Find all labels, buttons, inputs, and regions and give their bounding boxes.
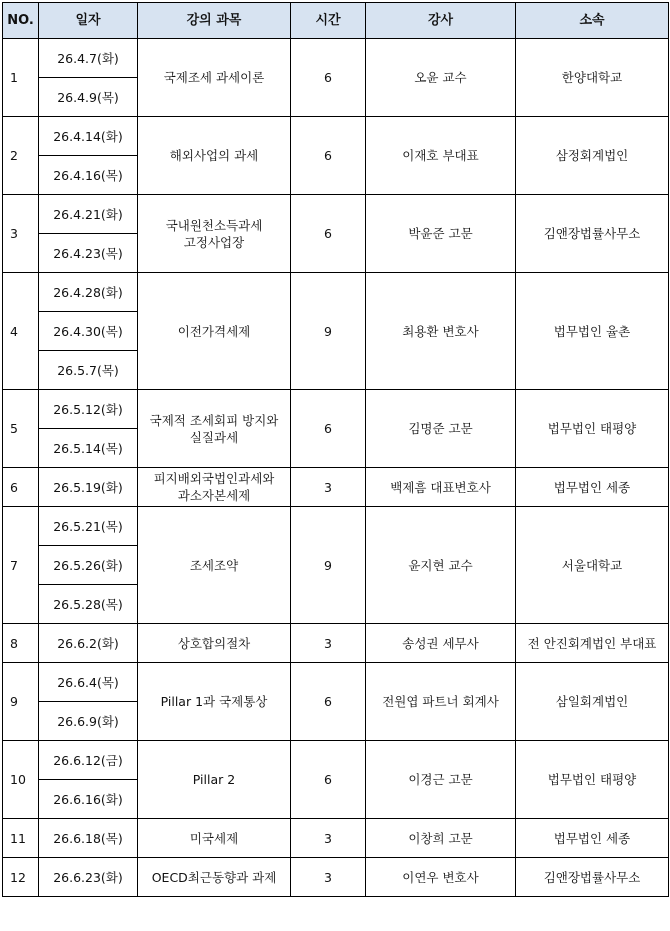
- cell-no: 5: [3, 390, 39, 468]
- cell-course: 국제조세 과세이론: [138, 39, 291, 117]
- table-row: [3, 390, 669, 429]
- cell-no: 2: [3, 117, 39, 195]
- cell-date: 26.4.16(목): [39, 156, 138, 195]
- cell-course: 이전가격세제: [138, 273, 291, 390]
- cell-date: 26.4.9(목): [39, 78, 138, 117]
- cell-affiliation: 법무법인 태평양: [516, 390, 669, 468]
- table-header: [3, 3, 669, 39]
- table-row: [3, 507, 669, 546]
- cell-lecturer: 이재호 부대표: [366, 117, 516, 195]
- cell-affiliation: 삼정회계법인: [516, 117, 669, 195]
- header-row: [3, 3, 669, 39]
- cell-date: 26.6.9(화): [39, 702, 138, 741]
- cell-course: 국내원천소득과세 고정사업장: [138, 195, 291, 273]
- cell-course: 미국세제: [138, 819, 291, 858]
- cell-date: 26.6.18(목): [39, 819, 138, 858]
- header-lecturer: 강사: [366, 3, 516, 39]
- cell-affiliation: 서울대학교: [516, 507, 669, 624]
- cell-no: 3: [3, 195, 39, 273]
- cell-date: 26.6.2(화): [39, 624, 138, 663]
- table-body: [3, 39, 669, 897]
- lecture-schedule-table: [2, 2, 669, 897]
- header-date: 일자: [39, 3, 138, 39]
- cell-lecturer: 김명준 고문: [366, 390, 516, 468]
- cell-date: 26.6.12(금): [39, 741, 138, 780]
- cell-date: 26.4.7(화): [39, 39, 138, 78]
- table-row: [3, 741, 669, 780]
- cell-date: 26.4.23(목): [39, 234, 138, 273]
- table-row: [3, 195, 669, 234]
- cell-lecturer: 전원엽 파트너 회계사: [366, 663, 516, 741]
- table-row: [3, 468, 669, 507]
- cell-lecturer: 백제흠 대표변호사: [366, 468, 516, 507]
- cell-date: 26.4.14(화): [39, 117, 138, 156]
- header-affiliation: 소속: [516, 3, 669, 39]
- cell-affiliation: 삼일회계법인: [516, 663, 669, 741]
- cell-date: 26.6.4(목): [39, 663, 138, 702]
- cell-no: 10: [3, 741, 39, 819]
- cell-course: 국제적 조세회피 방지와 실질과세: [138, 390, 291, 468]
- cell-no: 11: [3, 819, 39, 858]
- cell-hours: 3: [291, 468, 366, 507]
- table-row: [3, 858, 669, 897]
- cell-hours: 9: [291, 273, 366, 390]
- cell-course: 피지배외국법인과세와 과소자본세제: [138, 468, 291, 507]
- cell-no: 6: [3, 468, 39, 507]
- cell-affiliation: 법무법인 세종: [516, 819, 669, 858]
- table-row: [3, 273, 669, 312]
- cell-course: OECD최근동향과 과제: [138, 858, 291, 897]
- cell-no: 9: [3, 663, 39, 741]
- cell-lecturer: 윤지현 교수: [366, 507, 516, 624]
- cell-course: Pillar 1과 국제통상: [138, 663, 291, 741]
- cell-lecturer: 이경근 고문: [366, 741, 516, 819]
- cell-lecturer: 박윤준 고문: [366, 195, 516, 273]
- cell-course: 해외사업의 과세: [138, 117, 291, 195]
- cell-lecturer: 이창희 고문: [366, 819, 516, 858]
- header-hours: 시간: [291, 3, 366, 39]
- cell-hours: 6: [291, 390, 366, 468]
- cell-hours: 9: [291, 507, 366, 624]
- cell-hours: 3: [291, 858, 366, 897]
- cell-course: 상호합의절차: [138, 624, 291, 663]
- cell-no: 12: [3, 858, 39, 897]
- cell-date: 26.5.7(목): [39, 351, 138, 390]
- cell-date: 26.5.14(목): [39, 429, 138, 468]
- cell-no: 4: [3, 273, 39, 390]
- cell-affiliation: 김앤장법률사무소: [516, 195, 669, 273]
- cell-no: 7: [3, 507, 39, 624]
- cell-date: 26.5.12(화): [39, 390, 138, 429]
- table-row: [3, 819, 669, 858]
- cell-hours: 3: [291, 819, 366, 858]
- cell-hours: 6: [291, 39, 366, 117]
- cell-affiliation: 법무법인 율촌: [516, 273, 669, 390]
- cell-date: 26.4.28(화): [39, 273, 138, 312]
- table-row: [3, 39, 669, 78]
- cell-affiliation: 김앤장법률사무소: [516, 858, 669, 897]
- cell-date: 26.5.26(화): [39, 546, 138, 585]
- cell-hours: 6: [291, 195, 366, 273]
- cell-date: 26.6.16(화): [39, 780, 138, 819]
- cell-date: 26.5.28(목): [39, 585, 138, 624]
- cell-course: 조세조약: [138, 507, 291, 624]
- cell-affiliation: 법무법인 세종: [516, 468, 669, 507]
- cell-hours: 6: [291, 741, 366, 819]
- cell-affiliation: 법무법인 태평양: [516, 741, 669, 819]
- cell-lecturer: 송성권 세무사: [366, 624, 516, 663]
- cell-hours: 6: [291, 663, 366, 741]
- cell-date: 26.4.30(목): [39, 312, 138, 351]
- table-row: [3, 117, 669, 156]
- table-row: [3, 663, 669, 702]
- cell-hours: 3: [291, 624, 366, 663]
- cell-date: 26.6.23(화): [39, 858, 138, 897]
- cell-course: Pillar 2: [138, 741, 291, 819]
- cell-lecturer: 오윤 교수: [366, 39, 516, 117]
- cell-no: 1: [3, 39, 39, 117]
- cell-date: 26.5.21(목): [39, 507, 138, 546]
- cell-no: 8: [3, 624, 39, 663]
- cell-affiliation: 전 안진회계법인 부대표: [516, 624, 669, 663]
- cell-hours: 6: [291, 117, 366, 195]
- table-row: [3, 624, 669, 663]
- header-no: NO.: [3, 3, 39, 39]
- cell-date: 26.5.19(화): [39, 468, 138, 507]
- cell-date: 26.4.21(화): [39, 195, 138, 234]
- cell-affiliation: 한양대학교: [516, 39, 669, 117]
- cell-lecturer: 최용환 변호사: [366, 273, 516, 390]
- header-course: 강의 과목: [138, 3, 291, 39]
- cell-lecturer: 이연우 변호사: [366, 858, 516, 897]
